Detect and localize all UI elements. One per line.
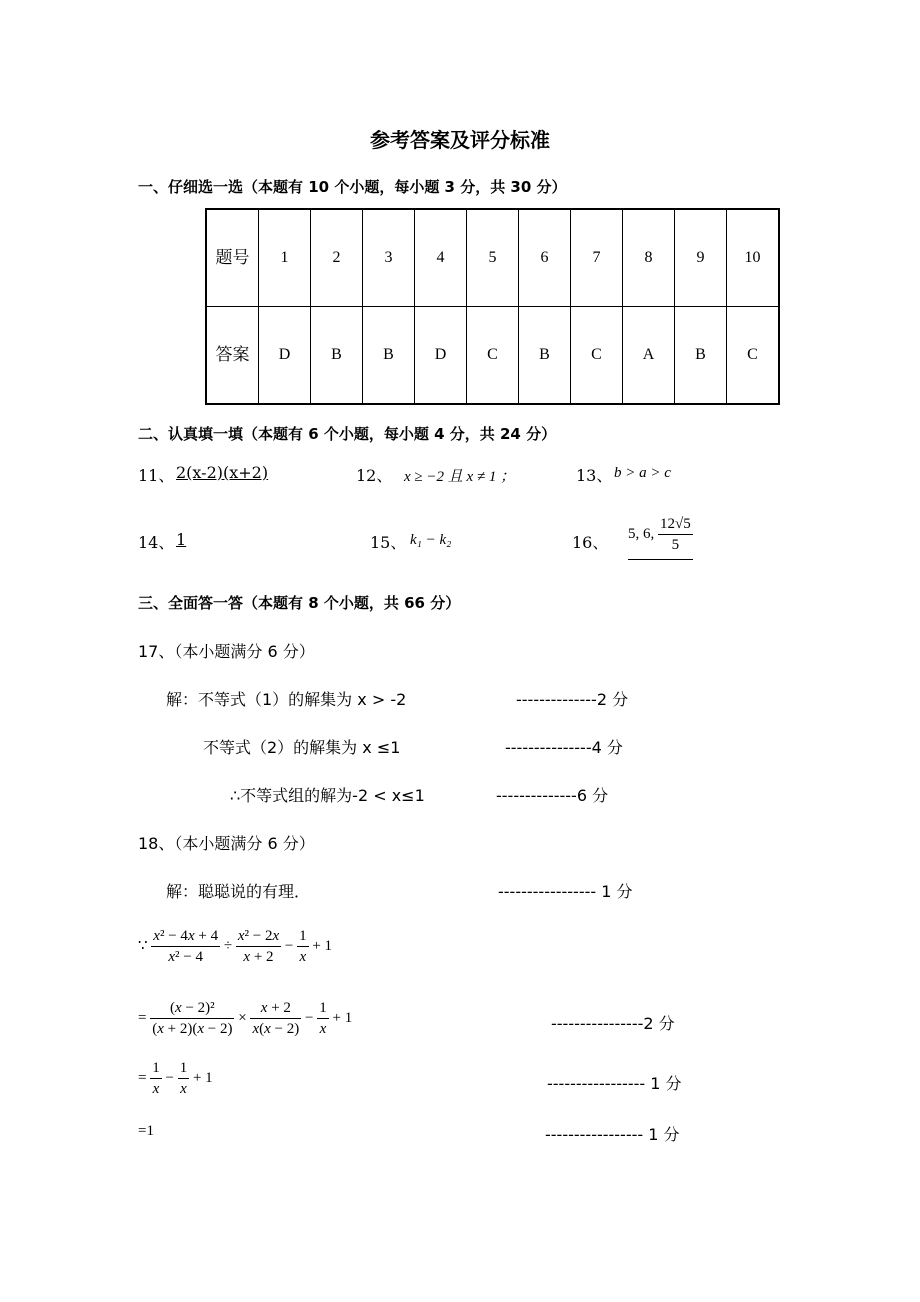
table-cell: C <box>727 307 780 405</box>
q12-label: 12、 <box>356 466 393 485</box>
table-cell: 6 <box>519 209 571 307</box>
answer-table <box>205 208 780 405</box>
q18-step3-points: ----------------- 1 分 <box>547 1074 682 1093</box>
section-3-heading: 三、全面答一答（本题有 8 个小题，共 66 分） <box>138 594 461 612</box>
q18-line1-points: ----------------- 1 分 <box>498 882 633 901</box>
table-cell: B <box>363 307 415 405</box>
q16-denominator: 5 <box>671 537 680 553</box>
q18-step2-expression: = $\frac{\text{(x − 2)²}}{(x + 2)(x - 2)}$ × $\frac{x + 2}{x(x - 2)}$ − $\frac{1}{x}$ + 1 <box>138 1000 353 1037</box>
table-cell: A <box>623 307 675 405</box>
q16-numerator: 12√5 <box>658 514 693 535</box>
q18-step2-points: ----------------2 分 <box>551 1014 675 1033</box>
q15-label: 15、 <box>370 533 407 552</box>
page-title: 参考答案及评分标准 <box>370 128 550 152</box>
q18-step3-expression: = $\frac{1}{x}$ − $\frac{1}{x}$ + 1 <box>138 1060 213 1097</box>
q17-line2-points: ---------------4 分 <box>505 738 623 757</box>
q17-title: 17、（本小题满分 6 分） <box>138 642 315 661</box>
q13-answer: b > a > c <box>614 465 671 481</box>
q18-line1: 解：聪聪说的有理． <box>166 882 311 901</box>
q16-prefix: 5, 6, <box>628 525 655 542</box>
q13-label: 13、 <box>576 466 613 485</box>
q17-line1-points: --------------2 分 <box>516 690 629 709</box>
table-cell: 3 <box>363 209 415 307</box>
q18-step1-expression: ∵ $\frac{\text{x² − 4x + 4}}{\text{x² − 4}}$ ÷ $\frac{\text{x² − 2x}}{x + 2}$ − $\frac{1}{x}$ + 1 <box>138 928 333 965</box>
q17-line2: 不等式（2）的解集为 x ≤1 <box>203 738 401 757</box>
table-cell: B <box>311 307 363 405</box>
section-1-heading: 一、仔细选一选（本题有 10 个小题，每小题 3 分，共 30 分） <box>138 178 567 196</box>
table-cell: D <box>415 307 467 405</box>
row-header-number: 题号 <box>206 209 259 307</box>
table-cell: 9 <box>675 209 727 307</box>
table-cell: 7 <box>571 209 623 307</box>
q11-answer: 2(x-2)(x+2) <box>176 463 269 482</box>
q16-label: 16、 <box>572 533 609 552</box>
table-row-numbers <box>206 209 779 307</box>
q12-answer: x ≥ −2 且 x ≠ 1 ； <box>404 469 516 485</box>
table-cell: 1 <box>259 209 311 307</box>
q16-answer <box>628 514 693 560</box>
q17-line1: 解：不等式（1）的解集为 x > -2 <box>166 690 407 709</box>
row-header-answer: 答案 <box>206 307 259 405</box>
q16-fraction <box>658 514 693 555</box>
q11-label: 11、 <box>138 466 175 485</box>
q18-step4: =1 <box>138 1123 154 1139</box>
section-2-heading: 二、认真填一填（本题有 6 个小题，每小题 4 分，共 24 分） <box>138 425 557 443</box>
table-row-answers <box>206 307 779 405</box>
q18-title: 18、（本小题满分 6 分） <box>138 834 315 853</box>
table-cell: D <box>259 307 311 405</box>
table-cell: 2 <box>311 209 363 307</box>
q14-answer: 1 <box>176 530 187 549</box>
table-cell: B <box>675 307 727 405</box>
q15-answer: k₁ − k₂ <box>410 532 452 548</box>
table-cell: C <box>571 307 623 405</box>
q17-line3: ∴不等式组的解为-2 < x≤1 <box>230 786 425 805</box>
table-cell: 4 <box>415 209 467 307</box>
q14-label: 14、 <box>138 533 175 552</box>
table-cell: B <box>519 307 571 405</box>
table-cell: 8 <box>623 209 675 307</box>
q17-line3-points: --------------6 分 <box>496 786 609 805</box>
table-cell: 5 <box>467 209 519 307</box>
table-cell: 10 <box>727 209 780 307</box>
table-cell: C <box>467 307 519 405</box>
q18-step4-points: ----------------- 1 分 <box>545 1125 680 1144</box>
